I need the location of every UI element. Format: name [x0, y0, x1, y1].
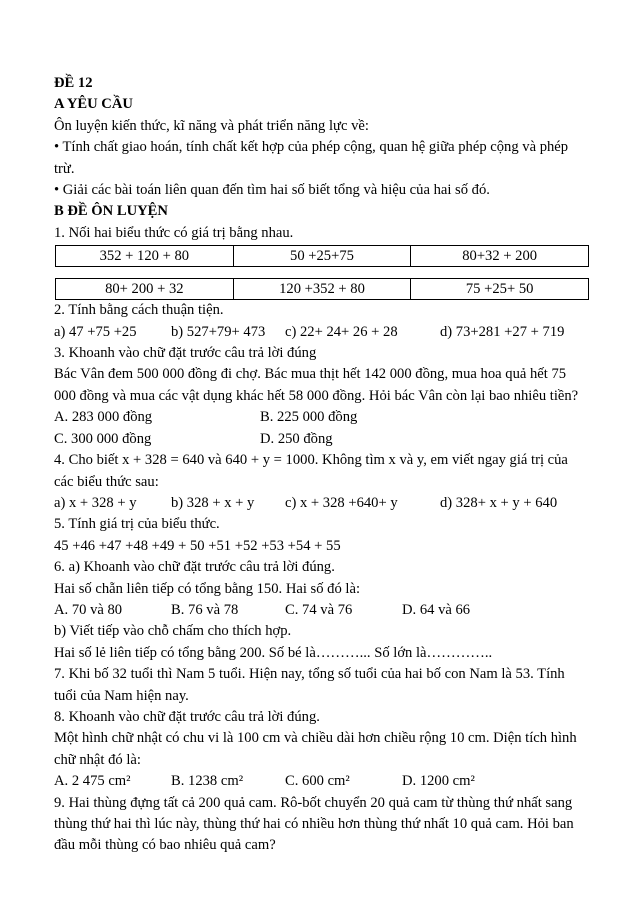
question-8-text-cont: chữ nhật đó là: — [54, 751, 141, 768]
question-9-cont: thùng thứ hai thì lúc này, thùng thứ hai có nhiều hơn thùng thứ nhất 10 quả cam. Hỏi ban — [54, 816, 574, 832]
expression-cell: 80+ 200 + 32 — [56, 279, 234, 300]
question-1: 1. Nối hai biểu thức có giá trị bằng nhau. — [54, 224, 294, 241]
question-3: 3. Khoanh vào chữ đặt trước câu trả lời đúng — [54, 345, 317, 362]
option-a: a) x + 328 + y — [54, 494, 137, 511]
expression-cell: 80+32 + 200 — [411, 246, 589, 267]
expression-cell: 50 +25+75 — [233, 246, 411, 267]
worksheet — [54, 73, 594, 857]
question-7: 7. Khi bố 32 tuổi thì Nam 5 tuổi. Hiện nay, tổng số tuổi của hai bố con Nam là 53. Tính — [54, 666, 565, 683]
question-6a: 6. a) Khoanh vào chữ đặt trước câu trả lời đúng. — [54, 559, 335, 576]
section-a-intro: Ôn luyện kiến thức, kĩ năng và phát triển năng lực về: — [54, 117, 369, 134]
option-a: A. 70 và 80 — [54, 601, 123, 618]
option-d: d) 73+281 +27 + 719 — [440, 323, 565, 340]
question-5: 5. Tính giá trị của biểu thức. — [54, 516, 220, 533]
option-d: D. 64 và 66 — [402, 601, 471, 618]
option-d: d) 328+ x + y + 640 — [440, 494, 558, 511]
option-d: D. 250 đồng — [260, 430, 333, 447]
option-b: B. 1238 cm² — [171, 773, 244, 790]
option-b: b) 328 + x + y — [171, 494, 255, 511]
question-2: 2. Tính bằng cách thuận tiện. — [54, 302, 224, 319]
option-c: C. 74 và 76 — [285, 601, 353, 618]
option-c: c) x + 328 +640+ y — [285, 494, 398, 511]
question-6b: b) Viết tiếp vào chỗ chấm cho thích hợp. — [54, 623, 292, 640]
option-b: B. 76 và 78 — [171, 601, 239, 618]
option-c: C. 300 000 đồng — [54, 430, 152, 447]
question-5-expression: 45 +46 +47 +48 +49 + 50 +51 +52 +53 +54 + 55 — [54, 537, 341, 554]
section-b-heading: B ĐỀ ÔN LUYỆN — [54, 203, 168, 220]
question-3-options-row-2 — [54, 429, 594, 450]
question-7-cont: tuổi của Nam hiện nay. — [54, 687, 189, 704]
expression-table-bottom — [55, 278, 589, 300]
section-a-bullet-2: • Giải các bài toán liên quan đến tìm hai số biết tổng và hiệu của hai số đó. — [54, 182, 490, 199]
option-c: c) 22+ 24+ 26 + 28 — [285, 323, 398, 340]
question-4-cont: các biểu thức sau: — [54, 473, 159, 490]
expression-cell: 352 + 120 + 80 — [56, 246, 234, 267]
section-a-bullet-1-cont: trừ. — [54, 160, 75, 177]
section-a-heading: A YÊU CẦU — [54, 96, 133, 113]
expression-cell: 120 +352 + 80 — [233, 279, 411, 300]
question-8-text: Một hình chữ nhật có chu vi là 100 cm và chiều dài hơn chiều rộng 10 cm. Diện tích hình — [54, 730, 577, 747]
question-3-text-cont: 000 đồng và mua các vật dụng khác hết 58 000 đồng. Hỏi bác Vân còn lại bao nhiêu tiền? — [54, 387, 579, 404]
question-3-options-row-1 — [54, 407, 594, 428]
option-d: D. 1200 cm² — [402, 773, 475, 790]
option-b: B. 225 000 đồng — [260, 409, 358, 426]
expression-cell: 75 +25+ 50 — [411, 279, 589, 300]
question-6b-text: Hai số lẻ liên tiếp có tổng bằng 200. Số bé là………... Số lớn là………….. — [54, 644, 493, 661]
option-c: C. 600 cm² — [285, 773, 350, 790]
option-a: A. 2 475 cm² — [54, 773, 131, 790]
question-6a-text: Hai số chẵn liên tiếp có tổng bằng 150. Hai số đó là: — [54, 580, 360, 597]
question-8-options — [54, 771, 594, 792]
question-2-options — [54, 322, 594, 343]
option-a: A. 283 000 đồng — [54, 409, 153, 426]
option-b: b) 527+79+ 473 — [171, 323, 266, 340]
question-9-cont-2: đầu mỗi thùng có bao nhiêu quả cam? — [54, 837, 276, 854]
question-3-text: Bác Vân đem 500 000 đồng đi chợ. Bác mua thịt hết 142 000 đồng, mua hoa quả hết 75 — [54, 366, 567, 383]
question-4: 4. Cho biết x + 328 = 640 và 640 + y = 1000. Không tìm x và y, em viết ngay giá trị của — [54, 452, 568, 469]
worksheet-title: ĐỀ 12 — [54, 75, 93, 91]
question-8: 8. Khoanh vào chữ đặt trước câu trả lời đúng. — [54, 708, 320, 725]
option-a: a) 47 +75 +25 — [54, 323, 137, 340]
question-6a-options — [54, 600, 594, 621]
expression-table-top — [55, 245, 589, 267]
question-4-options — [54, 493, 594, 514]
section-a-bullet-1: • Tính chất giao hoán, tính chất kết hợp của phép cộng, quan hệ giữa phép cộng và phép — [54, 139, 569, 156]
question-9: 9. Hai thùng đựng tất cả 200 quả cam. Rô-bốt chuyển 20 quả cam từ thùng thứ nhất sang — [54, 794, 573, 811]
